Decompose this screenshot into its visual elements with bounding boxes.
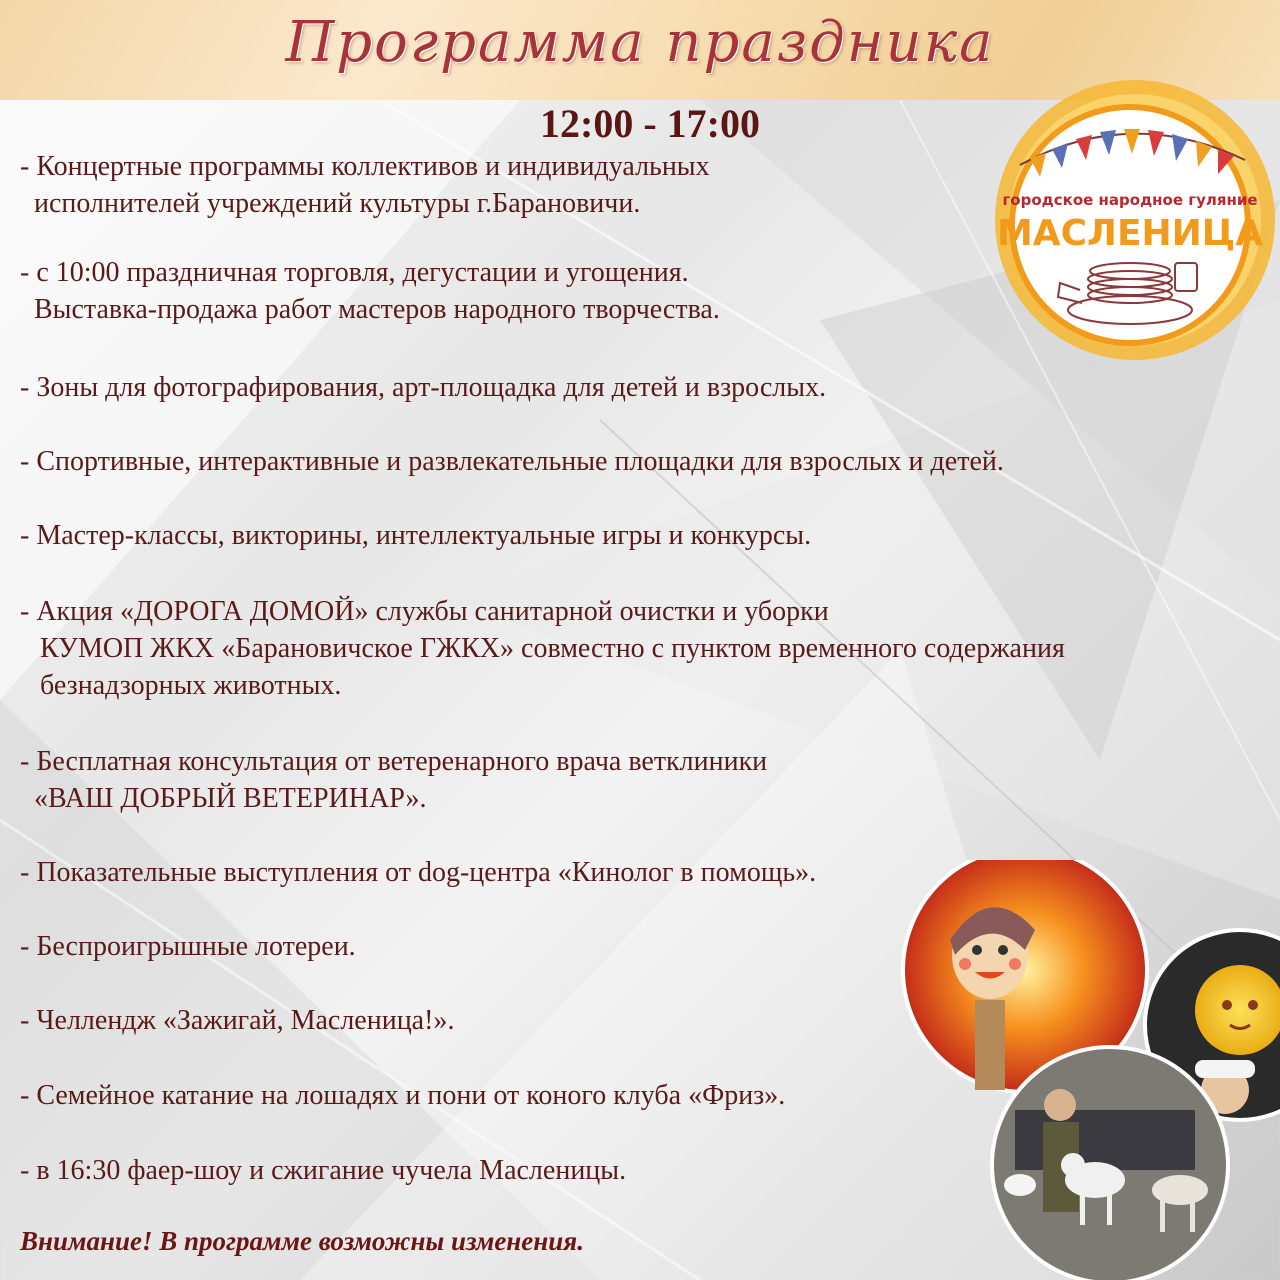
program-item-line: КУМОП ЖКХ «Барановичское ГЖКХ» совместно с пунктом временного содержания [40, 633, 1065, 664]
program-item-line: - Показательные выступления от dog-центра «Кинолог в помощь». [20, 857, 817, 888]
event-time: 12:00 - 17:00 [540, 101, 760, 146]
program-item-line: безнадзорных животных. [40, 670, 342, 701]
program-item-line: - Бесплатная консультация от ветеренарного врача ветклиники [20, 746, 768, 777]
change-notice: Внимание! В программе возможны изменения. [20, 1226, 584, 1256]
page-title: Программа праздника [285, 10, 995, 75]
program-item [20, 593, 1065, 704]
program-item [20, 148, 710, 222]
program-item-line: - Концертные программы коллективов и индивидуальных [20, 151, 710, 182]
program-item-line: - в 16:30 фаер-шоу и сжигание чучела Масленицы. [20, 1155, 627, 1186]
logo-title: МАСЛЕНИЦА [996, 213, 1264, 254]
program-item [20, 1002, 454, 1039]
program-item-line: исполнителей учреждений культуры г.Барановичи. [34, 188, 641, 219]
program-item [20, 254, 720, 328]
program-item-line: - Семейное катание на лошадях и пони от коного клуба «Фриз». [20, 1080, 786, 1111]
program-item-line: - Спортивные, интерактивные и развлекательные площадки для взрослых и детей. [20, 446, 1004, 477]
dogs-photo [992, 1047, 1228, 1280]
program-item-line: «ВАШ ДОБРЫЙ ВЕТЕРИНАР». [34, 783, 427, 814]
program-item-line: - Мастер-классы, викторины, интеллектуальные игры и конкурсы. [20, 520, 812, 551]
program-item [20, 1152, 626, 1189]
program-item [20, 369, 826, 406]
program-item [20, 854, 816, 891]
program-item-line: Выставка-продажа работ мастеров народного творчества. [34, 294, 720, 325]
program-item-line: - Зоны для фотографирования, арт-площадка для детей и взрослых. [20, 372, 827, 403]
program-item [20, 928, 356, 965]
program-item [20, 743, 767, 817]
program-item-line: - с 10:00 праздничная торговля, дегустации и угощения. [20, 257, 689, 288]
program-item-line: - Беспроигрышные лотереи. [20, 931, 356, 962]
program-item [20, 1077, 785, 1114]
photo-collage [895, 860, 1280, 1280]
logo-subtitle: городское народное гуляние [1002, 191, 1258, 209]
program-item [20, 517, 811, 554]
program-item-line: - Челлендж «Зажигай, Масленица!». [20, 1005, 455, 1036]
program-item [20, 443, 1004, 480]
program-item-line: - Акция «ДОРОГА ДОМОЙ» службы санитарной очистки и уборки [20, 596, 829, 627]
